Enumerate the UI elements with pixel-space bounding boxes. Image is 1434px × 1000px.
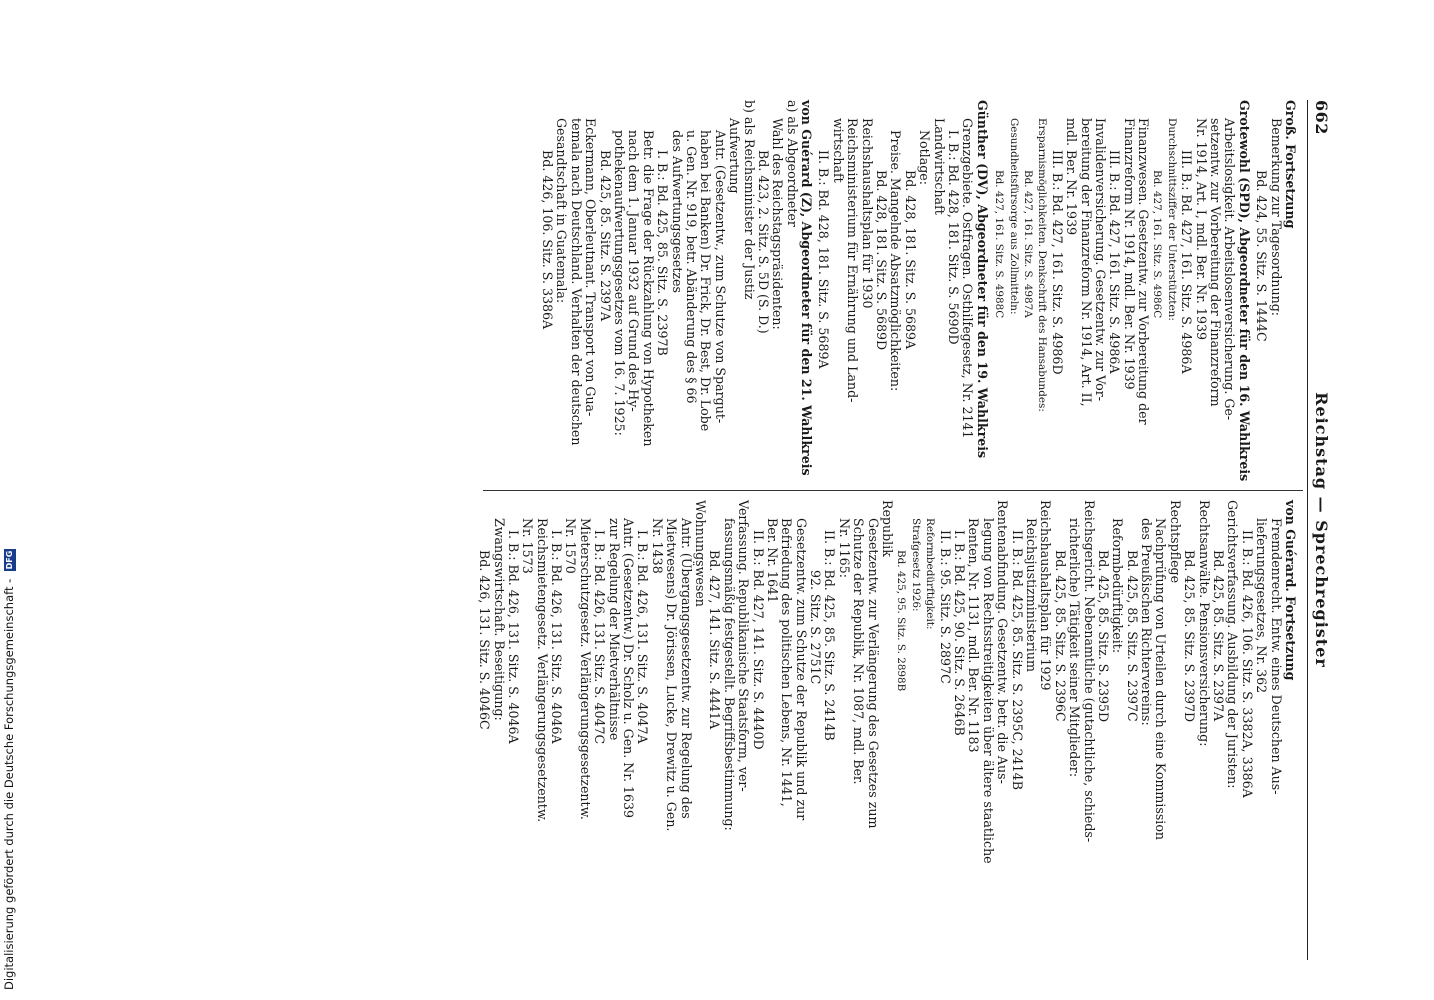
register-line: mdl. Ber. Nr. 1939 xyxy=(1064,118,1080,236)
register-line: Bd. 425, 85. Sitz. S. 2397A xyxy=(597,150,613,322)
register-line: Aufwertung xyxy=(727,118,743,194)
register-line: Rechtspflege xyxy=(1167,500,1183,584)
register-line: Grenzgebiete. Ostfragen. Osthilfegesetz, Nr. 2141 xyxy=(960,118,976,439)
register-line: I. B.: Bd. 425, 90. Sitz. S. 2646B xyxy=(952,530,968,736)
register-line: Bd. 427, 161. Sitz. S. 4988C xyxy=(993,170,1006,319)
register-line: Durchschnittsziffer der Unterstützten: xyxy=(1165,118,1178,321)
page-header xyxy=(1303,100,1333,960)
register-line: Bd. 426, 131. Sitz. S. 4046C xyxy=(477,550,493,730)
register-line: II. B.: 95. Sitz. S. 2897C xyxy=(937,530,953,684)
register-line: Bemerkung zur Tagesordnung: xyxy=(1268,118,1284,317)
register-line: Bd. 428, 181. Sitz. S. 5689D xyxy=(874,170,890,351)
register-line: Gerichtsverfassung. Ausbildung der Juristen: xyxy=(1225,500,1241,789)
register-line: Arbeitslosigkeit. Arbeitslosenversicherung. Ge- xyxy=(1222,118,1238,421)
register-line: I. B.: Bd. 425, 85. Sitz. S. 2397B xyxy=(655,150,671,356)
register-entry-heading: Groß. Fortsetzung xyxy=(1283,100,1298,229)
register-line: Reichshaushaltsplan für 1930 xyxy=(859,118,875,309)
register-entry-heading: Günther (DV), Abgeordneter für den 19. Wahlkreis xyxy=(974,100,990,459)
register-line: Gesundheitsfürsorge aus Zollmitteln: xyxy=(1007,118,1020,315)
register-line: Reichshaushaltsplan für 1929 xyxy=(1038,500,1054,691)
register-line: II. B.: Bd. 427, 141. Sitz. S. 4440D xyxy=(750,530,766,750)
register-line: Verfassung. Republikanische Staatsform, ver- xyxy=(736,500,752,792)
register-line: Notlage: xyxy=(917,130,933,185)
register-line: Gesetzentw. zur Verlängerung des Gesetzes zum xyxy=(865,518,881,829)
register-line: Finanzwesen. Gesetzentw. zur Vorbereitung der xyxy=(1136,118,1152,425)
register-line: Bd. 426, 106. Sitz. S. 3386A xyxy=(540,150,556,330)
register-line: Bd. 428, 181. Sitz. S. 5689A xyxy=(902,170,918,350)
rotated-register-page xyxy=(93,100,1333,960)
register-line: Bd. 427, 161. Sitz. S. 4987A xyxy=(1021,170,1034,318)
left-column xyxy=(540,100,1297,480)
register-line: Reichsministerium für Ernährung und Land- xyxy=(845,118,861,403)
register-line: Rentenabfindung. Gesetzentw. betr. die Aus- xyxy=(995,500,1011,784)
register-line: Reichsgericht. Nebenamtliche (gutachtliche, schieds- xyxy=(1081,500,1097,843)
register-line: richterliche) Tätigkeit seiner Mitglieder: xyxy=(1067,518,1083,778)
register-line: Nr. 1165: xyxy=(836,518,852,578)
column-divider xyxy=(483,490,1303,491)
digitization-credit xyxy=(1,550,17,990)
register-line: Bd. 423, 2. Sitz. S. 5D (S. D.) xyxy=(755,150,771,334)
register-line: zur Regelung der Mietverhältnisse xyxy=(606,518,622,741)
register-line: Nr. 1570 xyxy=(563,518,579,574)
register-line: lieferungsgesetzes, Nr. 362 xyxy=(1254,518,1270,694)
register-line: Wohnungswesen xyxy=(692,500,708,607)
register-line: Nr. 1438 xyxy=(649,518,665,574)
register-line: Bd. 425, 85. Sitz. S. 2397D xyxy=(1182,550,1198,723)
register-line: I. B.: Bd. 426, 131. Sitz. S. 4047A xyxy=(635,530,651,744)
register-line: Nr. 1573 xyxy=(520,518,536,574)
register-line: Preise. Mangelnde Absatzmöglichkeiten: xyxy=(888,130,904,392)
register-line: Schutze der Republik, Nr. 1087, mdl. Ber. xyxy=(851,518,867,785)
register-line: III. B.: Bd. 427, 161. Sitz. S. 4986A xyxy=(1107,150,1123,374)
register-line: Eckermann, Oberleutnant. Transport von Gua- xyxy=(583,118,599,417)
register-line: Reichsmietengesetz. Verlängerungsgesetzentw. xyxy=(534,518,550,823)
register-line: Strafgesetz 1926: xyxy=(909,518,922,612)
register-line: setzentw. zur Vorbereitung der Finanzreform xyxy=(1208,118,1224,407)
register-line: Rechtsanwälte. Pensionsversicherung: xyxy=(1196,500,1212,747)
register-line: II. B.: Bd. 425, 85. Sitz. S. 2395C, 2414B xyxy=(1009,530,1025,790)
register-line: Bd. 425, 85. Sitz. S. 2396C xyxy=(1052,550,1068,722)
register-line: Bd. 427, 161. Sitz. S. 4986C xyxy=(1151,170,1164,319)
register-line: u. Gen. Nr. 919, betr. Abänderung des § 66 xyxy=(683,130,699,404)
register-entry-heading: von Guérard (Z), Abgeordneter für den 21. Wahlkreis xyxy=(799,100,815,476)
register-line: II. B.: Bd. 425, 85. Sitz. S. 2414B xyxy=(822,530,838,741)
register-line: I. B.: Bd. 426, 131. Sitz. S. 4046A xyxy=(549,530,565,744)
register-line: legung von Rechtsstreitigkeiten über ältere staatliche xyxy=(980,518,996,864)
register-line: III. B.: Bd. 427, 161. Sitz. S. 4986A xyxy=(1179,150,1195,374)
register-entry-heading: von Guérard. Fortsetzung xyxy=(1283,500,1298,681)
register-line: a) als Abgeordneter xyxy=(784,100,800,227)
register-line: Bd. 425, 85. Sitz. S. 2395D xyxy=(1095,550,1111,723)
register-line: Antr. (Gesetzentw.) Dr. Scholz u. Gen. Nr. 1639 xyxy=(621,518,637,819)
register-line: Befriedung des politischen Lebens, Nr. 1441, xyxy=(779,518,795,807)
register-line: Bd. 425, 85. Sitz. S. 2397A xyxy=(1211,550,1227,722)
register-line: b) als Reichsminister der Justiz xyxy=(741,100,757,300)
register-line: II. B.: Bd. 428, 181. Sitz. S. 5689A xyxy=(816,150,832,369)
register-line: Ber. Nr. 1641 xyxy=(764,518,780,604)
register-line: I. B.: Bd. 426, 131. Sitz. S. 4046A xyxy=(505,530,521,744)
register-line: I. B.: Bd. 428, 181. Sitz. S. 5690D xyxy=(946,130,962,345)
register-line: Betr. die Frage der Rückzahlung von Hypotheken xyxy=(640,130,656,447)
register-line: Antr. (Gesetzentw., zum Schutze von Spargut- xyxy=(712,130,728,424)
register-line: Landwirtschaft xyxy=(931,118,947,215)
register-line: Antr. (Übergangsgesetzentw. zur Regelung des xyxy=(678,518,694,819)
running-title: Reichstag — Sprechregister xyxy=(1312,392,1331,668)
credit-text: Digitalisierung gefördert durch die Deutsche Forschungsgemeinschaft - xyxy=(2,578,16,990)
register-line: Bd. 424, 55. Sitz. S. 1444C xyxy=(1254,170,1270,342)
register-line: I. B.: Bd. 426, 131. Sitz. S. 4047C xyxy=(592,530,608,745)
register-line: Ersparnismöglichkeiten. Denkschrift des Hansabundes: xyxy=(1036,118,1049,412)
register-line: Invalidenversicherung. Gesetzentw. zur Vor- xyxy=(1092,118,1108,402)
register-line: des Preußischen Richtervereins: xyxy=(1139,518,1155,726)
register-line: Mieterschutzgesetz. Verlängerungsgesetzentw. xyxy=(577,518,593,820)
register-line: 92. Sitz. S. 2751C xyxy=(808,570,824,685)
register-line: Bd. 425, 95. Sitz. S. 2898B xyxy=(895,550,908,692)
register-line: Reformbedürftigkeit: xyxy=(924,518,937,630)
right-column xyxy=(477,500,1297,920)
register-line: Nachprüfung von Urteilen durch eine Kommission xyxy=(1153,518,1169,841)
register-line: Mietwesens) Dr. Jörissen, Lucke, Drewitz u. Gen. xyxy=(664,518,680,832)
register-line: Finanzreform Nr. 1914, mdl. Ber. Nr. 1939 xyxy=(1121,118,1137,390)
register-line: nach dem 1. Januar 1932 auf Grund des Hy- xyxy=(626,130,642,412)
register-line: Wahl des Reichstagspräsidenten: xyxy=(770,118,786,330)
register-line: bereitung der Finanzreform Nr. 1914, Art. II, xyxy=(1078,118,1094,407)
register-line: Reichsjustizministerium xyxy=(1023,518,1039,672)
page-number: 662 xyxy=(1312,100,1331,135)
register-line: haben bei Banken) Dr. Frick, Dr. Best, Dr. Lobe xyxy=(698,130,714,432)
register-line: Gesandtschaft in Guatemala: xyxy=(554,118,570,304)
dfg-logo: DFG xyxy=(4,550,14,570)
register-line: Bd. 427, 141. Sitz. S. 4441A xyxy=(707,550,723,730)
register-line: pothekenaufwertungsgesetzes vom 16. 7. 1925: xyxy=(612,130,628,436)
register-line: II. B.: Bd. 426, 106. Sitz. S. 3382A, 3386A xyxy=(1239,530,1255,798)
register-line: Gesetzentw. zum Schutze der Republik und zur xyxy=(793,518,809,821)
register-line: Reformbedürftigkeit: xyxy=(1110,518,1126,654)
register-line: Nr. 1914, Art. I, mdl. Ber. Nr. 1939 xyxy=(1193,118,1209,340)
header-rule xyxy=(1307,100,1308,960)
register-line: III. B.: Bd. 427, 161. Sitz. S. 4986D xyxy=(1049,150,1065,375)
register-line: Bd. 425, 85. Sitz. S. 2397C xyxy=(1124,550,1140,722)
register-line: temala nach Deutschland. Verhalten der deutschen xyxy=(568,118,584,446)
register-line: Renten, Nr. 1131, mdl. Ber. Nr. 1183 xyxy=(966,518,982,753)
register-line: des Aufwertungsgesetzes xyxy=(669,130,685,293)
register-line: Zwangswirtschaft. Beseitigung: xyxy=(491,518,507,721)
register-line: Republik xyxy=(880,500,896,557)
register-entry-heading: Grotewohl (SPD), Abgeordneter für den 16. Wahlkreis xyxy=(1236,100,1252,482)
register-line: fassungsmäßig festgestellt. Begriffsbestimmung: xyxy=(721,518,737,831)
register-line: wirtschaft xyxy=(830,118,846,183)
register-line: Fremdenrecht. Entw. eines Deutschen Aus- xyxy=(1268,518,1284,795)
